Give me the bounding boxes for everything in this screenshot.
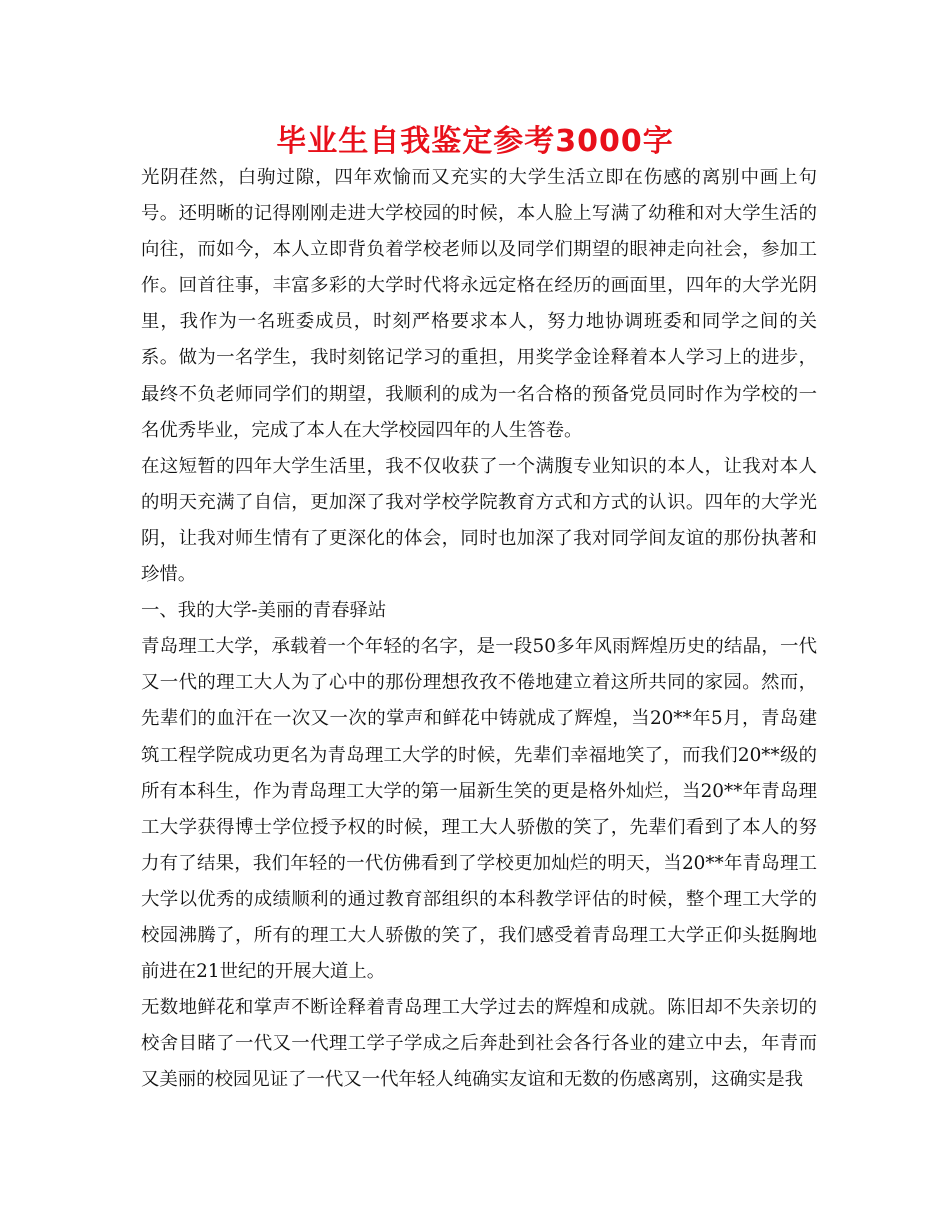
paragraph-reflection: 在这短暂的四年大学生活里，我不仅收获了一个满腹专业知识的本人，让我对本人的明天充满了自信，更加深了我对学校学院教育方式和方式的认识。四年的大学光阴，让我对师生情有了更深化的体会，同时也加深了我对同学间友谊的那份执著和珍惜。 bbox=[141, 455, 817, 586]
paragraph-campus: 无数地鲜花和掌声不断诠释着青岛理工大学过去的辉煌和成就。陈旧却不失亲切的校舍目睹了一代又一代理工学子学成之后奔赴到社会各行各业的建立中去，年青而又美丽的校园见证了一代又一代年轻人纯确实友谊和无数的伤感离别，这确实是我 bbox=[141, 997, 817, 1091]
section-heading: 一、我的大学-美丽的青春驿站 bbox=[141, 600, 387, 622]
document-title: 毕业生自我鉴定参考3000字 bbox=[276, 124, 674, 159]
paragraph-university: 青岛理工大学，承载着一个年轻的名字，是一段50多年风雨辉煌历史的结晶，一代又一代的理工大人为了心中的那份理想孜孜不倦地建立着这所共同的家园。然而，先辈们的血汗在一次又一次的掌声和鲜花中铸就成了辉煌，当20**年5月，青岛建筑工程学院成功更名为青岛理工大学的时候，先辈们幸福地笑了，而我们20**级的所有本科生，作为青岛理工大学的第一届新生笑的更是格外灿烂，当20**年青岛理工大学获得博士学位授予权的时候，理工大人骄傲的笑了，先辈们看到了本人的努力有了结果，我们年轻的一代仿佛看到了学校更加灿烂的明天，当20**年青岛理工大学以优秀的成绩顺利的通过教育部组织的本科教学评估的时候，整个理工大学的校园沸腾了，所有的理工大人骄傲的笑了，我们感受着青岛理工大学正仰头挺胸地前进在21世纪的开展大道上。 bbox=[141, 636, 817, 983]
paragraph-intro: 光阴荏然，白驹过隙，四年欢愉而又充实的大学生活立即在伤感的离别中画上句号。还明晰的记得刚刚走进大学校园的时候，本人脸上写满了幼稚和对大学生活的向往，而如今，本人立即背负着学校老师以及同学们期望的眼神走向社会，参加工作。回首往事，丰富多彩的大学时代将永远定格在经历的画面里，四年的大学光阴里，我作为一名班委成员，时刻严格要求本人，努力地协调班委和同学之间的关系。做为一名学生，我时刻铭记学习的重担，用奖学金诠释着本人学习上的进步，最终不负老师同学们的期望，我顺利的成为一名合格的预备党员同时作为学校的一名优秀毕业，完成了本人在大学校园四年的人生答卷。 bbox=[141, 167, 817, 441]
document-body bbox=[141, 160, 817, 1098]
